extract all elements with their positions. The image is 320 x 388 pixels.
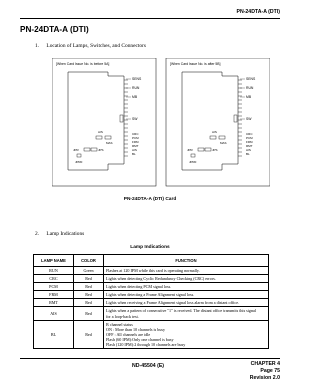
lamp-function: Lights when detecting PCM signal loss. xyxy=(104,283,269,291)
lamp-label-rmt: RMT xyxy=(246,144,253,148)
right-connector xyxy=(238,80,242,156)
table-row xyxy=(34,291,269,299)
lamp-label-pcm: PCM xyxy=(132,136,139,140)
right-mb-switch xyxy=(234,115,237,122)
item-text: Location of Lamps, Switches, and Connectors xyxy=(46,43,146,49)
footer-rule xyxy=(20,358,280,359)
lamp-color: Red xyxy=(74,307,104,320)
lamp-label-ais: AIS xyxy=(246,148,251,152)
page-number: Page 75 xyxy=(260,368,280,374)
lamp-label-pcm: PCM xyxy=(246,136,253,140)
function-line: Flash (120 IPM):2 through 10 channels are busy xyxy=(106,342,186,348)
lamp-label-ais: AIS xyxy=(132,148,137,152)
lamp-function xyxy=(104,307,269,320)
table-header-row xyxy=(34,255,269,267)
left-connector xyxy=(124,80,128,156)
item-text: Lamp Indications xyxy=(46,231,85,237)
card-diagram xyxy=(52,58,270,193)
revision-label: Revision 2.0 xyxy=(249,375,280,381)
lamp-label-sens: SENS xyxy=(132,77,142,81)
lamp-name: RMT xyxy=(34,299,74,307)
switch-label-mas: MAS xyxy=(106,141,113,145)
table-row xyxy=(34,267,269,275)
function-line: OFF : All channels are idle xyxy=(106,331,151,337)
lamp-color: Green xyxy=(74,267,104,275)
lamp-name: PCM xyxy=(34,283,74,291)
lamp-label-rmt: RMT xyxy=(132,144,139,148)
lamp-label-mb: MB xyxy=(246,95,252,99)
lamp-function xyxy=(104,320,269,348)
list-item xyxy=(35,231,84,237)
lamp-function: Lights when detecting a Frame Alignment signal loss. xyxy=(104,291,269,299)
right-card-outline xyxy=(182,72,238,170)
lamp-name: AIS xyxy=(34,307,74,320)
table-row xyxy=(34,307,269,320)
lamp-label-mb: MB xyxy=(132,95,138,99)
table-row xyxy=(34,283,269,291)
switch-label-ais: AIS xyxy=(98,130,103,134)
header-lamp-name: LAMP NAME xyxy=(34,255,74,267)
header-color: COLOR xyxy=(74,255,104,267)
lamp-indications-table xyxy=(33,254,269,349)
lamp-label-run: RUN xyxy=(246,86,254,90)
lamp-color: Red xyxy=(74,299,104,307)
table-row xyxy=(34,320,269,348)
switch-label-ais: AIS xyxy=(212,130,217,134)
function-line: B channel status xyxy=(106,321,133,327)
table-row xyxy=(34,275,269,283)
header-rule xyxy=(20,18,280,19)
lamp-label-crc: CRC xyxy=(132,132,139,136)
lamp-name: CRC xyxy=(34,275,74,283)
lamp-function: Lights when receiving a Frame Alignment signal loss alarm from a distant office. xyxy=(104,299,269,307)
function-line: ON : More than 10 channels is busy xyxy=(106,326,166,332)
lamp-color: Red xyxy=(74,320,104,348)
lamp-color: Red xyxy=(74,283,104,291)
function-line: Lights when a pattern of consecutive "1" is received. The distant office transmits this signal xyxy=(106,308,256,314)
lamp-label-sw: SW xyxy=(246,117,252,121)
lamp-label-frm: FRM xyxy=(246,140,253,144)
header-function: FUNCTION xyxy=(104,255,269,267)
left-panel xyxy=(52,58,156,186)
item-number: 2. xyxy=(35,231,40,237)
switch-label-mas: MAS xyxy=(220,141,227,145)
lamp-color: Red xyxy=(74,291,104,299)
right-panel xyxy=(166,58,270,186)
left-mb-switch xyxy=(120,115,123,122)
left-panel-caption: [When Card Issue No. is before 5A] xyxy=(56,62,110,66)
lamp-name: BL xyxy=(34,320,74,348)
function-line: Flash (60 IPM):Only one channel is busy xyxy=(106,336,174,342)
lamp-function: Lights when detecting Cyclic Redundancy Checking (CRC) errors. xyxy=(104,275,269,283)
lamp-name: FRM xyxy=(34,291,74,299)
item-number: 1. xyxy=(35,43,40,49)
lamp-label-bl: BL xyxy=(132,152,136,156)
lamp-label-crc: CRC xyxy=(246,132,253,136)
list-item xyxy=(35,43,146,49)
lamp-label-bl: BL xyxy=(246,152,250,156)
table-caption: Lamp Indications xyxy=(130,245,170,250)
lamp-label-sw: SW xyxy=(132,117,138,121)
lamp-function: Flashes at 120 IPM while this card is operating normally. xyxy=(104,267,269,275)
running-header: PN-24DTA-A (DTI) xyxy=(236,9,280,15)
function-line: for a loop-back test. xyxy=(106,313,139,319)
switch-label-jps: JPS xyxy=(212,148,218,152)
switch-label-jps: JPS xyxy=(98,148,104,152)
table-row xyxy=(34,299,269,307)
document-number: ND-45504 (E) xyxy=(132,363,165,369)
switch-label-jpr: JPR xyxy=(187,148,193,152)
right-panel-caption: [When Card Issue No. is after 5B] xyxy=(170,62,221,66)
page-title: PN-24DTA-A (DTI) xyxy=(20,25,89,34)
lamp-label-frm: FRM xyxy=(132,140,139,144)
switch-label-jpr0: JPR0 xyxy=(189,160,197,164)
chapter-label: CHAPTER 4 xyxy=(250,361,280,367)
lamp-label-sens: SENS xyxy=(246,77,256,81)
lamp-name: RUN xyxy=(34,267,74,275)
lamp-label-run: RUN xyxy=(132,86,140,90)
switch-label-jpr: JPR xyxy=(73,148,79,152)
diagram-caption: PN-24DTA-A (DTI) Card xyxy=(123,197,177,202)
switch-label-jpr0: JPR0 xyxy=(75,160,83,164)
left-card-outline xyxy=(68,72,124,170)
lamp-color: Red xyxy=(74,275,104,283)
